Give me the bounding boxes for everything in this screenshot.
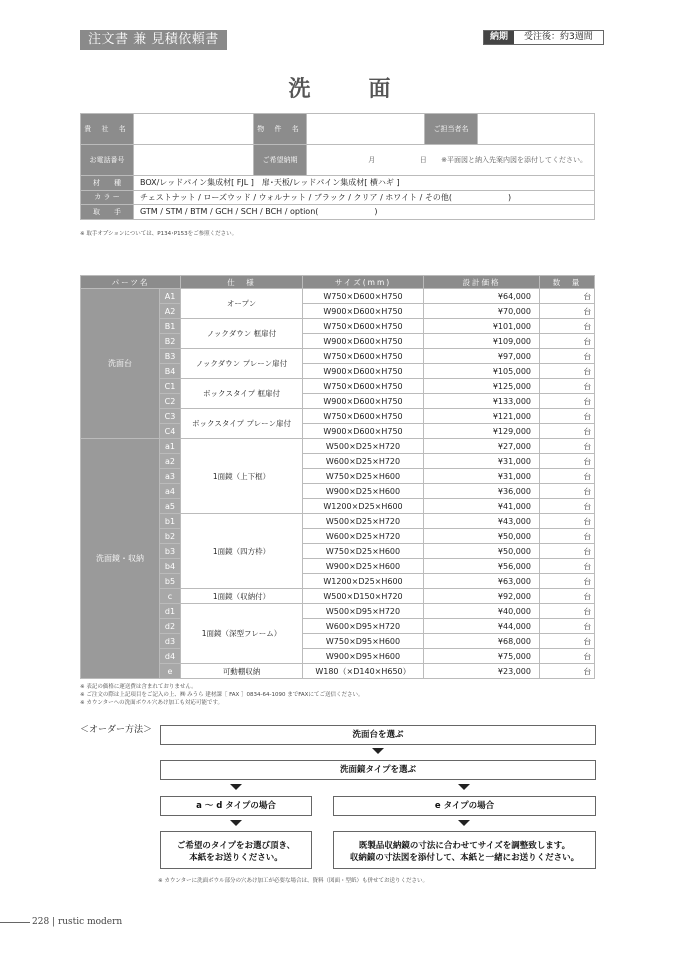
phone-field[interactable] (134, 145, 254, 176)
price-cell: ¥101,000 (424, 319, 540, 334)
quantity-field[interactable]: 台 (540, 514, 595, 529)
price-cell: ¥133,000 (424, 394, 540, 409)
company-field[interactable] (134, 114, 254, 145)
step-choose-vanity: 洗面台を選ぶ (160, 725, 596, 745)
table-notes (80, 683, 363, 707)
quantity-field[interactable]: 台 (540, 589, 595, 604)
delivery-value: 受注後：約3週間 (524, 32, 593, 42)
size-cell: W500×D95×H720 (303, 604, 424, 619)
month-label: 月 (368, 156, 376, 164)
page-footer (32, 917, 122, 927)
handle-label: 取 手 (81, 205, 134, 220)
quantity-field[interactable]: 台 (540, 574, 595, 589)
code-cell: d2 (160, 619, 181, 634)
size-cell: W500×D25×H720 (303, 439, 424, 454)
size-cell: W1200×D25×H600 (303, 499, 424, 514)
price-cell: ¥31,000 (424, 469, 540, 484)
material-value: BOX/レッドパイン集成材[ FJL ] 扉･天板/レッドパイン集成材[ 横ハギ ] (134, 176, 595, 191)
quantity-field[interactable]: 台 (540, 304, 595, 319)
color-value[interactable]: チェストナット / ローズウッド / ウォルナット / ブラック / クリア / ホワイト / その他( ) (134, 190, 595, 205)
table-note: ※ ご注文の際は上記項目をご記入の上、㈱ みうら 建材課［ FAX ］0834-64-1090 までFAXにてご送信ください。 (80, 692, 364, 698)
quantity-field[interactable]: 台 (540, 424, 595, 439)
quantity-field[interactable]: 台 (540, 544, 595, 559)
code-cell: b4 (160, 559, 181, 574)
spec-cell: ボックスタイプ プレーン扉付 (181, 409, 303, 439)
quantity-field[interactable]: 台 (540, 499, 595, 514)
code-cell: a5 (160, 499, 181, 514)
size-cell: W900×D600×H750 (303, 334, 424, 349)
result-a-to-d-line1: ご希望のタイプをお選び頂き、 (176, 841, 296, 851)
quantity-field[interactable]: 台 (540, 454, 595, 469)
bottom-note: ※ カウンターに洗面ボウル部分の穴あけ加工が必要な場合は、資料（図面・型紙）も併せてお送りください。 (158, 878, 428, 884)
quantity-field[interactable]: 台 (540, 529, 595, 544)
code-cell: b5 (160, 574, 181, 589)
result-e-line2: 収納鏡の寸法図を添付して、本紙と一緒にお送りください。 (349, 853, 580, 863)
page-number: 228 (32, 917, 50, 927)
quantity-field[interactable]: 台 (540, 649, 595, 664)
price-cell: ¥75,000 (424, 649, 540, 664)
spec-cell: ノックダウン プレーン扉付 (181, 349, 303, 379)
code-cell: B2 (160, 334, 181, 349)
person-label: ご担当者名 (425, 114, 478, 145)
project-field[interactable] (307, 114, 425, 145)
table-row (81, 439, 595, 454)
column-header: サイズ(mm) (303, 276, 424, 289)
person-field[interactable] (478, 114, 595, 145)
code-cell: C4 (160, 424, 181, 439)
result-a-to-d-line2: 本紙をお送りください。 (189, 853, 283, 863)
delivery-label: 納期 (484, 31, 514, 44)
phone-label: お電話番号 (81, 145, 134, 176)
price-cell: ¥41,000 (424, 499, 540, 514)
code-cell: B3 (160, 349, 181, 364)
size-cell: W180（×D140×H650） (303, 664, 424, 679)
size-cell: W900×D25×H600 (303, 559, 424, 574)
material-label: 材 種 (81, 176, 134, 191)
case-a-to-d: a 〜 d タイプの場合 (160, 796, 312, 816)
column-header: 数 量 (540, 276, 595, 289)
quantity-field[interactable]: 台 (540, 664, 595, 679)
price-cell: ¥97,000 (424, 349, 540, 364)
price-cell: ¥105,000 (424, 364, 540, 379)
size-cell: W750×D600×H750 (303, 379, 424, 394)
quantity-field[interactable]: 台 (540, 469, 595, 484)
price-cell: ¥92,000 (424, 589, 540, 604)
size-cell: W750×D95×H600 (303, 634, 424, 649)
code-cell: b3 (160, 544, 181, 559)
spec-cell: 1面鏡（深型フレーム） (181, 604, 303, 664)
column-header: 仕 様 (181, 276, 303, 289)
price-table (80, 275, 595, 679)
code-cell: d4 (160, 649, 181, 664)
code-cell: c (160, 589, 181, 604)
code-cell: b2 (160, 529, 181, 544)
arrow-down-icon (458, 784, 470, 790)
price-cell: ¥23,000 (424, 664, 540, 679)
column-header: パーツ名 (81, 276, 181, 289)
customer-info-table (80, 113, 595, 220)
price-cell: ¥63,000 (424, 574, 540, 589)
result-e-line1: 既製品収納鏡の寸法に合わせてサイズを調整致します。 (358, 841, 571, 851)
size-cell: W750×D25×H600 (303, 544, 424, 559)
code-cell: a2 (160, 454, 181, 469)
price-cell: ¥44,000 (424, 619, 540, 634)
spec-cell: ボックスタイプ 框扉付 (181, 379, 303, 409)
day-label: 日 (419, 156, 427, 164)
price-cell: ¥43,000 (424, 514, 540, 529)
quantity-field[interactable]: 台 (540, 289, 595, 304)
code-cell: d1 (160, 604, 181, 619)
case-e: e タイプの場合 (333, 796, 596, 816)
size-cell: W750×D600×H750 (303, 409, 424, 424)
quantity-field[interactable]: 台 (540, 634, 595, 649)
code-cell: a3 (160, 469, 181, 484)
size-cell: W900×D600×H750 (303, 364, 424, 379)
desired-date-label: ご希望納期 (254, 145, 307, 176)
price-cell: ¥40,000 (424, 604, 540, 619)
price-cell: ¥50,000 (424, 529, 540, 544)
quantity-field[interactable]: 台 (540, 349, 595, 364)
quantity-field[interactable]: 台 (540, 334, 595, 349)
code-cell: a1 (160, 439, 181, 454)
size-cell: W600×D25×H720 (303, 529, 424, 544)
handle-note: ※ 取手オプションについては、P134･P153をご参照ください。 (80, 231, 238, 237)
table-row (81, 289, 595, 304)
price-cell: ¥70,000 (424, 304, 540, 319)
size-cell: W500×D25×H720 (303, 514, 424, 529)
code-cell: B4 (160, 364, 181, 379)
footer-rule (0, 922, 30, 923)
size-cell: W600×D25×H720 (303, 454, 424, 469)
size-cell: W750×D600×H750 (303, 289, 424, 304)
table-note: ※ カウンターへの洗面ボウル穴あけ加工も対応可能です。 (80, 700, 224, 706)
size-cell: W900×D600×H750 (303, 424, 424, 439)
price-cell: ¥31,000 (424, 454, 540, 469)
quantity-field[interactable]: 台 (540, 439, 595, 454)
code-cell: B1 (160, 319, 181, 334)
price-cell: ¥64,000 (424, 289, 540, 304)
page-title: 洗 面 (288, 77, 409, 102)
size-cell: W1200×D25×H600 (303, 574, 424, 589)
price-table-header (81, 276, 595, 289)
price-cell: ¥56,000 (424, 559, 540, 574)
price-cell: ¥36,000 (424, 484, 540, 499)
handle-value[interactable]: GTM / STM / BTM / GCH / SCH / BCH / option( ) (134, 205, 595, 220)
spec-cell: 1面鏡（収納付） (181, 589, 303, 604)
arrow-down-icon (230, 820, 242, 826)
order-method-label: ＜オーダー方法＞ (80, 725, 153, 735)
quantity-field[interactable]: 台 (540, 484, 595, 499)
size-cell: W900×D25×H600 (303, 484, 424, 499)
quantity-field[interactable]: 台 (540, 619, 595, 634)
category-cell: 洗面台 (81, 289, 160, 439)
code-cell: C2 (160, 394, 181, 409)
spec-cell: 1面鏡（四方枠） (181, 514, 303, 589)
code-cell: d3 (160, 634, 181, 649)
form-title: 注文書 兼 見積依頼書 (80, 30, 227, 50)
code-cell: A1 (160, 289, 181, 304)
code-cell: a4 (160, 484, 181, 499)
quantity-field[interactable]: 台 (540, 364, 595, 379)
arrow-down-icon (372, 748, 384, 754)
category-cell: 洗面鏡・収納 (81, 439, 160, 679)
result-e (333, 831, 596, 869)
code-cell: A2 (160, 304, 181, 319)
desired-date-field[interactable] (307, 145, 595, 176)
code-cell: C1 (160, 379, 181, 394)
quantity-field[interactable]: 台 (540, 409, 595, 424)
size-cell: W500×D150×H720 (303, 589, 424, 604)
size-cell: W750×D600×H750 (303, 319, 424, 334)
code-cell: C3 (160, 409, 181, 424)
price-cell: ¥109,000 (424, 334, 540, 349)
delivery-badge (483, 30, 604, 45)
price-cell: ¥27,000 (424, 439, 540, 454)
spec-cell: オープン (181, 289, 303, 319)
column-header: 設計価格 (424, 276, 540, 289)
quantity-field[interactable]: 台 (540, 379, 595, 394)
size-cell: W900×D95×H600 (303, 649, 424, 664)
quantity-field[interactable]: 台 (540, 394, 595, 409)
quantity-field[interactable]: 台 (540, 559, 595, 574)
price-cell: ¥129,000 (424, 424, 540, 439)
project-label: 物 件 名 (254, 114, 307, 145)
spec-cell: 可動棚収納 (181, 664, 303, 679)
size-cell: W900×D600×H750 (303, 394, 424, 409)
code-cell: e (160, 664, 181, 679)
date-note: ※平面図と納入先案内図を添付してください。 (441, 156, 588, 164)
quantity-field[interactable]: 台 (540, 604, 595, 619)
size-cell: W750×D25×H600 (303, 469, 424, 484)
size-cell: W750×D600×H750 (303, 349, 424, 364)
step-choose-mirror: 洗面鏡タイプを選ぶ (160, 760, 596, 780)
price-cell: ¥50,000 (424, 544, 540, 559)
arrow-down-icon (458, 820, 470, 826)
code-cell: b1 (160, 514, 181, 529)
result-a-to-d (160, 831, 312, 869)
price-cell: ¥68,000 (424, 634, 540, 649)
quantity-field[interactable]: 台 (540, 319, 595, 334)
arrow-down-icon (230, 784, 242, 790)
size-cell: W900×D600×H750 (303, 304, 424, 319)
company-label: 貴 社 名 (81, 114, 134, 145)
price-cell: ¥125,000 (424, 379, 540, 394)
spec-cell: ノックダウン 框扉付 (181, 319, 303, 349)
price-cell: ¥121,000 (424, 409, 540, 424)
footer-text: | rustic modern (52, 917, 123, 927)
color-label: カ ラ ー (81, 190, 134, 205)
spec-cell: 1面鏡（上下框） (181, 439, 303, 514)
size-cell: W600×D95×H720 (303, 619, 424, 634)
table-note: ※ 表記の価格に運送費は含まれておりません。 (80, 684, 197, 690)
